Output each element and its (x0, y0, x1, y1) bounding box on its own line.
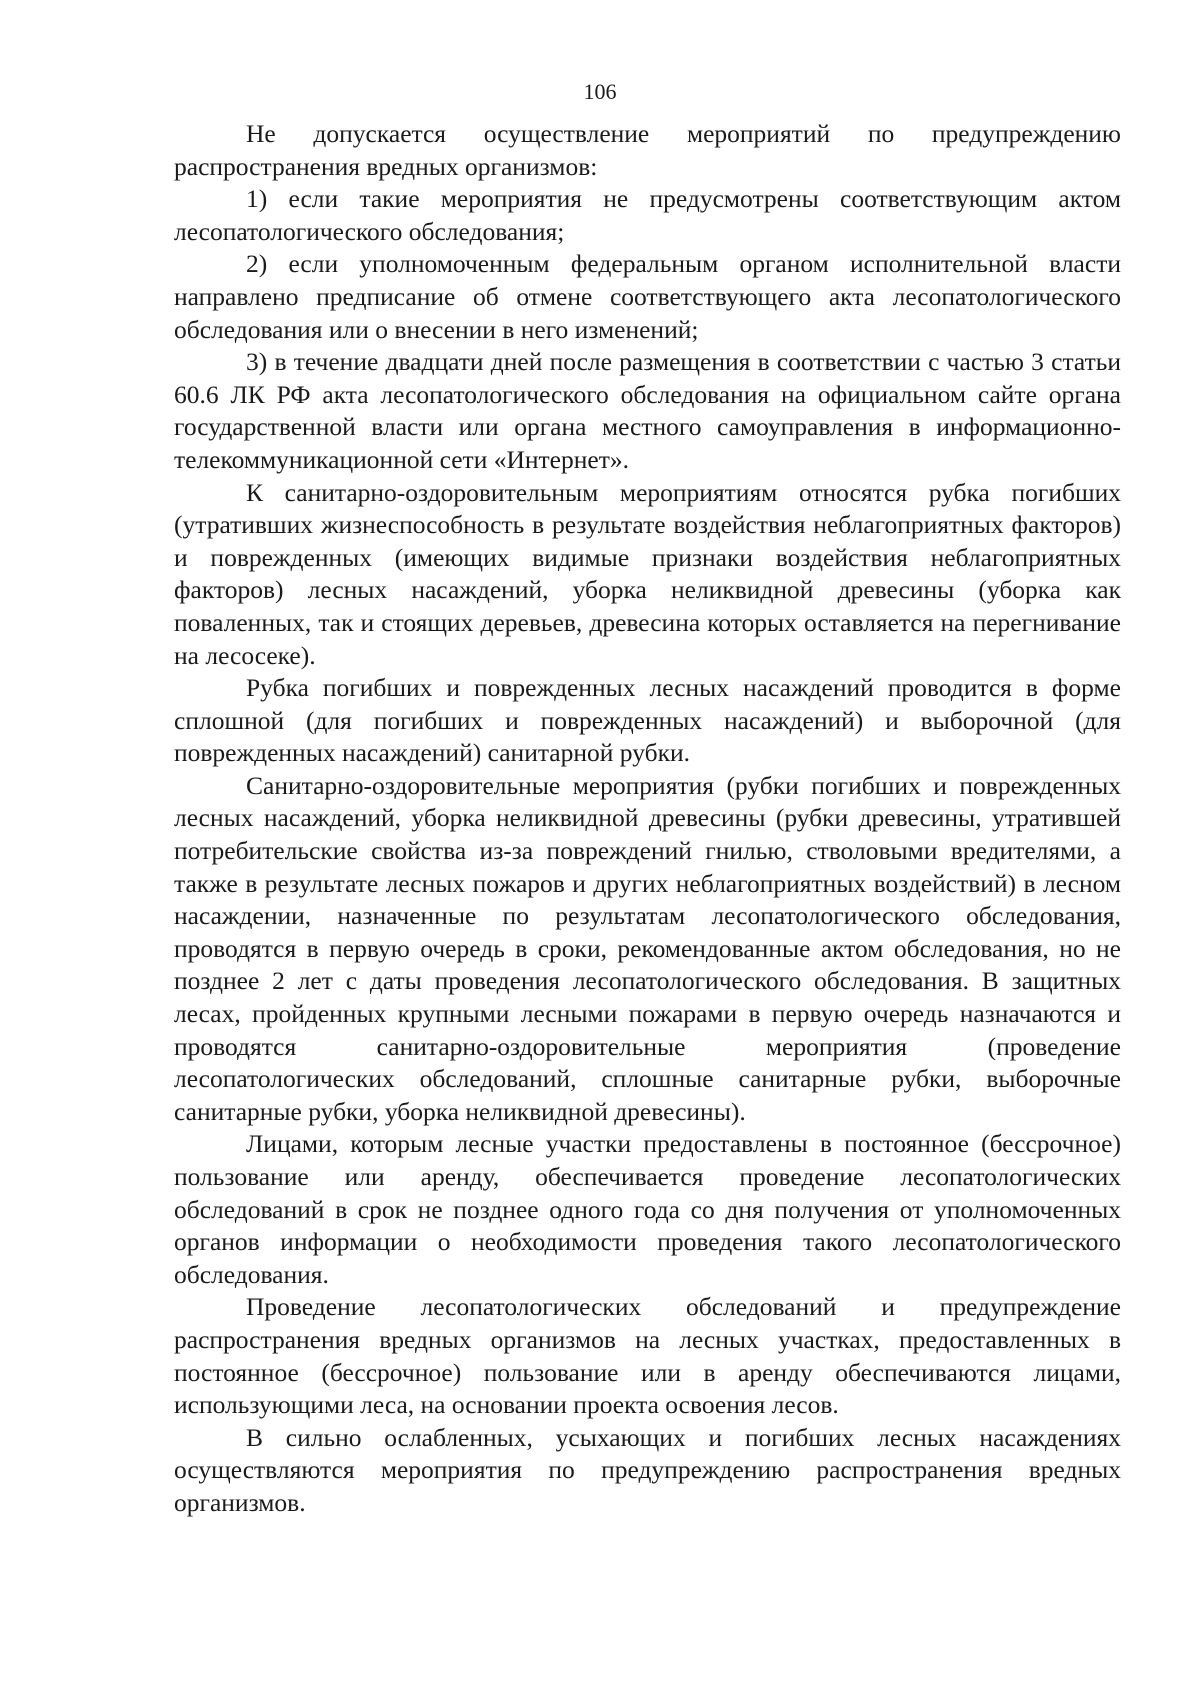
document-body (174, 118, 1121, 1520)
paragraph-weakened-stands: В сильно ослабленных, усыхающих и погибших лесных насаждениях осуществляются мероприятия по предупреждению распространения вредных организмов. (174, 1422, 1121, 1517)
paragraph-forest-development-project: Проведение лесопатологических обследований и предупреждение распространения вредных организмов на лесных участках, предоставленных в постоянное (бессрочное) пользование или в аренду обеспечиваются лицами, использующими леса, на основании проекта освоения лесов. (174, 1292, 1121, 1420)
page-number: 106 (583, 79, 617, 104)
paragraph-item-3: 3) в течение двадцати дней после размещения в соответствии с частью 3 статьи 60.6 ЛК РФ акта лесопатологического обследования на официальном сайте органа государственной власти или органа местного самоуправления в информационно-телекоммуникационной сети «Интернет». (174, 347, 1121, 474)
paragraph-sanitary-measures: К санитарно-оздоровительным мероприятиям относятся рубка погибших (утративших жизнеспособность в результате воздействия неблагоприятных факторов) и поврежденных (имеющих видимые признаки воздействия неблагоприятных факторов) лесных насаждений, уборка неликвидной древесины (уборка как поваленных, так и стоящих деревьев, древесина которых оставляется на перегнивание на лесосеке). (174, 477, 1121, 670)
paragraph-item-2: 2) если уполномоченным федеральным органом исполнительной власти направлено предписание об отмене соответствующего акта лесопатологического обследования или о внесении в него изменений; (174, 249, 1121, 344)
paragraph-item-1: 1) если такие мероприятия не предусмотрены соответствующим актом лесопатологического обследования; (174, 184, 1121, 246)
paragraph-sanitary-timing: Санитарно-оздоровительные мероприятия (рубки погибших и поврежденных лесных насаждений, уборка неликвидной древесины (рубки древесины, утратившей потребительские свойства из-за повреждений гнилью, стволовыми вредителями, а также в результате лесных пожаров и других неблагоприятных воздействий) в лесном насаждении, назначенные по результатам лесопатологического обследования, проводятся в первую очередь в сроки, рекомендованные актом обследования, но не позднее 2 лет с даты проведения лесопатологического обследования. В защитных лесах, пройденных крупными лесными пожарами в первую очередь назначаются и проводятся санитарно-оздоровительные мероприятия (проведение лесопатологических обследований, сплошные санитарные рубки, выборочные санитарные рубки, уборка неликвидной древесины). (174, 770, 1121, 1126)
paragraph-felling-forms: Рубка погибших и поврежденных лесных насаждений проводится в форме сплошной (для погибших и поврежденных насаждений) и выборочной (для поврежденных насаждений) санитарной рубки. (174, 673, 1121, 768)
paragraph-lessee-obligations: Лицами, которым лесные участки предоставлены в постоянное (бессрочное) пользование или аренду, обеспечивается проведение лесопатологических обследований в срок не позднее одного года со дня получения от уполномоченных органов информации о необходимости проведения такого лесопатологического обследования. (174, 1129, 1121, 1289)
paragraph-prohibition-intro: Не допускается осуществление мероприятий по предупреждению распространения вредных организмов: (174, 119, 1121, 181)
